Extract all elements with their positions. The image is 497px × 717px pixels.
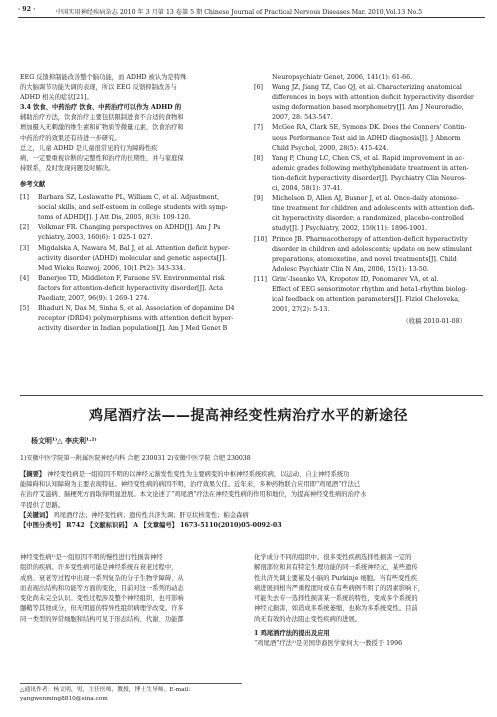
reference-line: using deformation based morphometry[J]. Am J Neuroradio,: [272, 104, 464, 112]
body-line: 同一类型的异常细胞和结构可见于形态结构、代谢、功能都: [20, 615, 184, 623]
text-line: EEG 反馈抑制能改善整个脑功能，而 ADHD 被认为是特殊: [20, 74, 187, 81]
reference-line: McGee RA, Clark SE, Symons DK. Does the Conners' Contin-: [272, 124, 467, 132]
text-line: 持联系，及时发现问题及时解决。: [20, 164, 115, 172]
running-header: [18, 5, 485, 18]
right-column: [254, 73, 486, 327]
reference-number: [5]: [20, 305, 29, 313]
reference-line: Barbara SZ, Leslawatte PL, William C, et al. Adjustment,: [38, 194, 220, 202]
abstract-line: 在治疗艾滋病、脑梗死方面取得明显进展。本文论述了“鸡尾酒”疗法在神经变性病的作用和地位，为提高神经变性病的治疗水: [20, 491, 367, 499]
reference-line: tion-deficit hyperactivity disorder[J]. Psychiatry Clin Neuros-: [272, 174, 467, 182]
section-heading: 1 鸡尾酒疗法的提出及应用: [254, 630, 330, 638]
reference-line: ychiatry, 2003, 160(6): 1 025-1 027.: [38, 234, 153, 242]
article-affiliation: 1)安徽中医学院第一附属医院神经内科 合肥 230031 2)安徽中医学院 合肥 230038: [20, 455, 251, 462]
body-line: 而表现出结构和功能等方面的变化，目前对这一系列的动态: [20, 584, 184, 592]
body-line: 解剖部位和具有特定生理功能的同一系统神经元，某些遗传: [254, 564, 418, 572]
reference-line: toms of ADHD[J]. J Att Dis, 2005, 8(3): 109-120.: [38, 214, 191, 222]
body-line: 变化尚未完全认识。变性过程涉及整个神经组织，也可影响: [20, 595, 184, 603]
reference-line: Paediatr, 2007, 96(9): 1 269-1 274.: [38, 294, 150, 302]
body-line: 神经元损害，如造成多系统萎缩，也称为多系统变性。目前: [254, 605, 418, 613]
body-line: 性共济失调主要累及小脑的 Purkinje 细胞。当有些变性疾: [254, 574, 418, 582]
reference-line: preparations, atomoxetine, and novel treatments[J]. Child: [272, 255, 457, 263]
page-number: · 92 ·: [18, 6, 36, 13]
footnote: [20, 683, 242, 704]
reference-line: factors for attention-deficit hyperactivity disorder[J]. Acta: [38, 284, 223, 292]
body-line: 尚无有效的办法阻止变性疾病的进展。: [254, 615, 362, 623]
article-title: 鸡尾酒疗法——提高神经变性病治疗水平的新途径: [89, 408, 408, 424]
reference-line: 2001, 27(2): 5-13.: [272, 306, 330, 314]
keywords-line: [20, 511, 485, 521]
reference-line: Prince JB. Pharmacotherapy of attention-deficit hyperactivity: [272, 235, 468, 243]
reference-line: social skills, and self-esteem in college students with symp-: [38, 204, 228, 212]
text-line: 中药治疗的效果还有待进一步研究。: [20, 134, 121, 142]
keywords-label: 【关键词】: [20, 511, 52, 519]
reference-line: ademic grades following methylphenidate treatment in atten-: [272, 164, 469, 172]
text-line: 的大脑调节功能失调的表现，所以 EEG 反馈抑制改善与: [20, 84, 177, 92]
reference-item: [20, 244, 240, 274]
abstract-line: 能障碍和认知障碍为主要表现特征。神经变性病的病因不明，治疗效果欠佳。近年来，多种药物联合应用即“鸡尾酒”疗法已: [20, 481, 361, 489]
divider: [20, 395, 483, 396]
reference-line: ci, 2004, 58(1): 37-41.: [272, 185, 343, 193]
reference-item: [254, 154, 486, 194]
reference-item: [254, 235, 486, 275]
reference-line: Grin'-Iseanko VA, Kropotov ID, Ponomarev VA, et al.: [272, 275, 439, 283]
reference-number: [3]: [20, 244, 29, 252]
reference-line: uous Performance Test aid in ADHD diagnosis[J]. J Abnorm: [272, 134, 461, 142]
reference-number: [6]: [254, 84, 263, 92]
reference-line: activity disorder (ADHD) molecular and genetic aspects[J].: [38, 254, 227, 262]
reference-line: Banerjee TD, Middleton F, Faraone SV. Environmental risk: [38, 274, 225, 282]
reference-line: 2007, 28: 543-547.: [272, 114, 333, 122]
reference-line: Adolesc Psychiatr Clin N Am, 2006, 15(1): 13-50.: [272, 265, 429, 273]
reference-line: Med Wieku Rozwoj, 2006, 10(1 Pt2): 343-334.: [38, 264, 186, 272]
reference-line: cit hyperactivity disorder: a randomized, placebo-controlled: [272, 215, 464, 223]
text-line: 总之，儿童 ADHD 是儿童很常见的行为障碍性疾: [20, 144, 158, 152]
received-date: （收稿 2010-01-08）: [402, 318, 466, 326]
reference-number: [11]: [254, 275, 267, 283]
reference-number: [1]: [20, 194, 29, 202]
reference-number: [9]: [254, 195, 263, 203]
reference-line: Migdalska A, Nawara M, Bal J, et al. Attention deficit hyper-: [38, 244, 231, 252]
reference-item: [20, 193, 240, 223]
reference-item: [20, 304, 240, 334]
reference-item: [254, 83, 486, 123]
text-line: 辅助治疗方法，饮食治疗主要包括限制进食不合适的食物和: [20, 114, 184, 122]
body-line: 化学成分不同的组织中。很多变性疾病选择性损害一定的: [254, 554, 412, 561]
text-line: 3.4 饮食、中药治疗 饮食、中药治疗可以作为 ADHD 的: [20, 104, 182, 112]
reference-line: receptor (DRD4) polymorphisms with attention deficit hyper-: [38, 315, 234, 323]
body-line: 可能失去专一选择性损害某一系统的特性，变成多个系统的: [254, 595, 418, 603]
abstract-line: [20, 470, 485, 480]
reference-number: [4]: [20, 274, 29, 282]
reference-item: [254, 123, 486, 153]
reference-line: activity disorder in Indian population[J]. Am J Med Genet B: [38, 325, 228, 333]
reference-number: [10]: [254, 235, 267, 243]
reference-line: Michelson D, Allen AJ, Busner J, et al. Once-daily atomoxe-: [272, 195, 459, 203]
keywords-text: 鸡尾酒疗法；神经变性病；遗传性共济失调；肝豆状核变性；帕金森病: [53, 511, 249, 519]
reference-item: [20, 223, 240, 243]
body-line: “鸡尾酒”疗法¹⁾是美国华裔医学家何大一教授于 1996: [254, 640, 403, 648]
abstract-text: 神经变性病是一组原因不明的以神经元渐发性变性为主要病变的中枢神经系统疾病，以运动、自主神经系统功: [47, 471, 350, 478]
abstract-block: [20, 470, 485, 531]
reference-line: ical feedback on attention parameters[J]. Fiziol Cheloveka,: [272, 296, 461, 304]
reference-item: [254, 194, 486, 234]
footnote-line: yangwenming8810@sina.com: [20, 696, 108, 702]
reference-line: Bhaduri N, Das M, Sinha S, et al. Association of dopamine D4: [38, 305, 235, 313]
abstract-line: 平提供了思路。: [20, 501, 65, 509]
reference-line: Child Psychol, 2000, 28(5): 415-424.: [272, 144, 389, 152]
footnote-line: △通讯作者：杨文明，男，主任医师，教授，博士生导师。E-mail：: [20, 687, 195, 693]
text-line: 病，一定要重视诊断的完整性和治疗的长期性，并与家庭保: [20, 154, 184, 162]
reference-continuation: Neuropsychiatr Genet, 2006, 141(1): 61-66.: [272, 74, 413, 81]
reference-line: Wang JZ, Jiang TZ, Cao QJ, et al. Characterizing anatomical: [272, 84, 462, 92]
text-line: ADHD 相关的症状[21]。: [20, 94, 93, 102]
body-line: 髓鞘等其他成分，但无明显的特异性组织病理学改变。许多: [20, 605, 184, 613]
classification-line: 【中图分类号】 R742 【文献标识码】 A 【文章编号】 1673-5110(2010)05-0092-03: [20, 522, 282, 530]
reference-number: [8]: [254, 154, 263, 162]
reference-line: disorder in children and adolescents; update on new stimulant: [272, 245, 473, 253]
body-line: 病进展到相当严重程度时或在有些病例不明了的因素影响下，: [254, 584, 425, 592]
left-column: [20, 73, 240, 334]
reference-line: tine treatment for children and adolescents with attention defi-: [272, 205, 475, 213]
reference-line: Effect of EEG sensorimotor rhythm and beta1-rhythm biolog-: [272, 285, 468, 293]
body-line: 神经变性病¹⁾是一组原因不明的慢性进行性损害神经: [20, 554, 163, 561]
body-line: 组织的疾病。许多变性病可能是神经系统在衰老过程中，: [20, 564, 178, 572]
reference-line: differences in boys with attention deficit hyperactivity disorder: [272, 94, 474, 102]
reference-line: Yang P, Chung LC, Chen CS, et al. Rapid improvement in ac-: [272, 154, 465, 162]
body-right-column: [254, 553, 486, 650]
body-line: 成熟、衰老等过程中出现一系列复杂的分子生物学障碍，从: [20, 574, 184, 582]
text-line: 增加摄入无刺激的维生素和矿物质等微量元素，饮食治疗和: [20, 124, 184, 132]
references-heading: 参考文献: [20, 180, 46, 188]
body-left-column: [20, 553, 242, 625]
article-authors: 杨文明¹⁾△ 李庆利¹·²⁾: [31, 436, 97, 445]
abstract-label: 【摘要】: [20, 471, 46, 478]
journal-line: 中国实用神经疾病杂志 2010 年 3 月第 13 卷第 5 期 Chinese Journal of Practical Nervous Diseases Mar. 2010,Vol.13 No.5: [56, 8, 423, 16]
reference-number: [2]: [20, 224, 29, 232]
reference-item: [254, 275, 486, 315]
reference-line: Volkmar FR. Changing perspectives on ADHD[J]. Am J Ps: [38, 224, 221, 232]
reference-number: [7]: [254, 124, 263, 132]
reference-line: study[J]. J Psychiatry, 2002, 159(11): 1896-1901.: [272, 225, 428, 233]
reference-item: [20, 274, 240, 304]
